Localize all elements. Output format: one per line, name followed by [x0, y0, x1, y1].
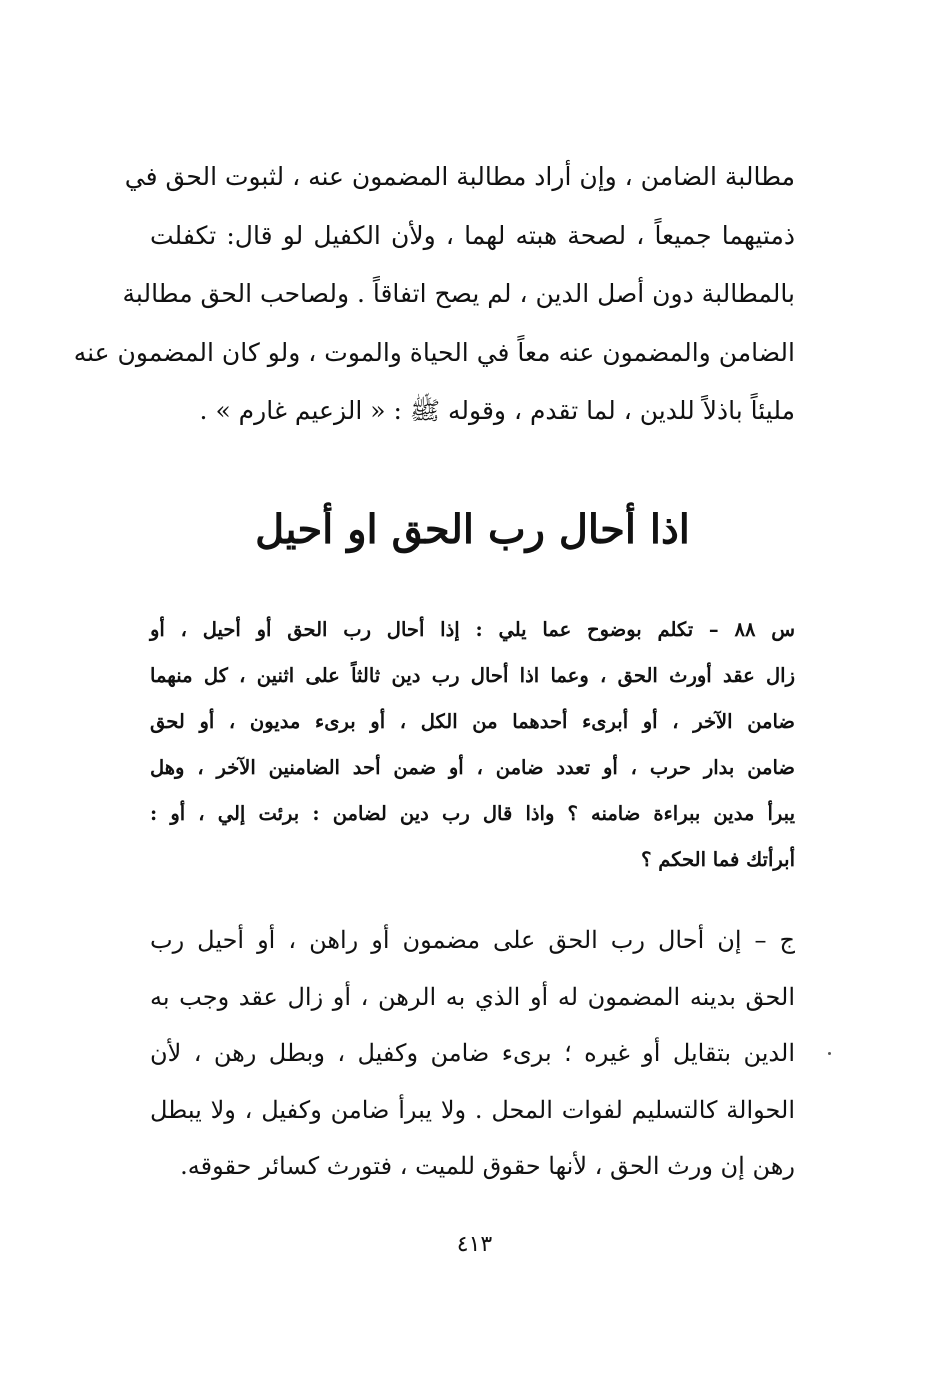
question-line: أبرأتك فما الحكم ؟: [641, 848, 795, 871]
question-block: [150, 607, 795, 883]
answer-line: الحوالة كالتسليم لفوات المحل . ولا يبرأ ضامن وكفيل ، ولا يبطل: [150, 1095, 795, 1124]
paragraph-line: مليئاً باذلاً للدين ، لما تقدم ، وقوله ﷺ : « الزعيم غارم » .: [199, 396, 795, 425]
page-number: ٤١٣: [456, 1232, 493, 1257]
answer-line: ج – إن أحال رب الحق على مضمون أو راهن ، أو أحيل رب: [150, 926, 795, 954]
answer-line: الحق بدينه المضمون له أو الذي به الرهن ، أو زال عقد وجب به: [150, 982, 795, 1011]
answer-line: الدين بتقايل أو غيره ؛ برىء ضامن وكفيل ، وبطل رهن ، لأن: [150, 1039, 795, 1067]
paragraph-continuation: [73, 148, 795, 441]
paragraph-line: بالمطالبة دون أصل الدين ، لم يصح اتفاقاً . ولصاحب الحق مطالبة: [122, 279, 795, 308]
question-line: ضامن الآخر ، أو أبرىء أحدهما من الكل ، أو برىء مديون ، أو لحق: [150, 710, 795, 733]
question-line: يبرأ مدين ببراءة ضامنه ؟ واذا قال رب دين لضامن : برئت إلي ، أو :: [150, 802, 795, 825]
answer-block: [150, 912, 795, 1195]
answer-line: رهن إن ورث الحق ، لأنها حقوق للميت ، فتورث كسائر حقوقه.: [180, 1152, 795, 1180]
question-line: ضامن بدار حرب ، أو تعدد ضامن ، أو ضمن أحد الضامنين الآخر ، وهل: [150, 756, 795, 779]
question-line: زال عقد أورث الحق ، وعما اذا أحال رب دين ثالثاً على اثنين ، كل منهما: [150, 664, 795, 687]
question-line: س ٨٨ – تكلم بوضوح عما يلي : إذا أحال رب الحق أو أحيل ، أو: [150, 618, 796, 641]
paragraph-line: الضامن والمضمون عنه معاً في الحياة والموت ، ولو كان المضمون عنه: [73, 337, 795, 367]
paragraph-line: ذمتيهما جميعاً ، لصحة هبته لهما ، ولأن الكفيل لو قال: تكفلت: [150, 220, 795, 250]
section-heading: اذا أحال رب الحق او أحيل: [255, 506, 690, 553]
paragraph-line: مطالبة الضامن ، وإن أراد مطالبة المضمون عنه ، لثبوت الحق في: [124, 162, 795, 191]
margin-speck: [828, 1052, 831, 1055]
